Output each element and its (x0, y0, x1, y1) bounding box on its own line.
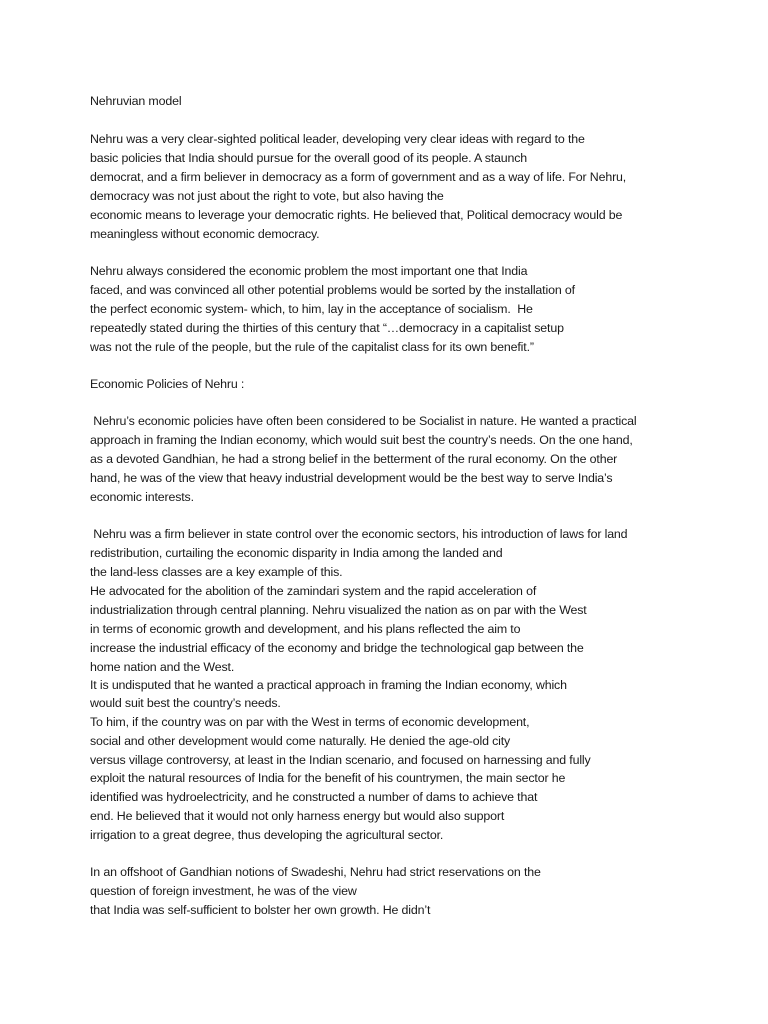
paragraph-4-line-7: increase the industrial efficacy of the economy and bridge the technological gap between the (90, 641, 584, 655)
paragraph-4-line-6: in terms of economic growth and development, and his plans reflected the aim to (90, 622, 521, 636)
heading-nehruvian-model: Nehruvian model (90, 94, 182, 108)
paragraph-4-line-4: He advocated for the abolition of the zamindari system and the rapid acceleration of (90, 584, 537, 598)
paragraph-3-line-4: hand, he was of the view that heavy industrial development would be the best way to serve India’s (90, 471, 613, 485)
paragraph-1-line-6: meaningless without economic democracy. (90, 227, 320, 241)
paragraph-4-line-5: industrialization through central planning. Nehru visualized the nation as on par with the West (90, 603, 587, 617)
paragraph-5-line-3: that India was self-sufficient to bolster her own growth. He didn’t (90, 903, 431, 917)
paragraph-5-line-1: In an offshoot of Gandhian notions of Swadeshi, Nehru had strict reservations on the (90, 865, 541, 879)
paragraph-5-line-2: question of foreign investment, he was of the view (90, 884, 357, 898)
heading-economic-policies: Economic Policies of Nehru : (90, 377, 245, 391)
paragraph-1-line-1: Nehru was a very clear-sighted political leader, developing very clear ideas with regard to the (90, 132, 585, 146)
paragraph-4-line-13: versus village controversy, at least in the Indian scenario, and focused on harnessing and fully (90, 753, 591, 767)
paragraph-1-line-2: basic policies that India should pursue for the overall good of its people. A staunch (90, 151, 528, 165)
paragraph-1-line-5: economic means to leverage your democratic rights. He believed that, Political democracy would be (90, 208, 623, 222)
paragraph-4-line-15: identified was hydroelectricity, and he constructed a number of dams to achieve that (90, 790, 538, 804)
paragraph-4-line-17: irrigation to a great degree, thus developing the agricultural sector. (90, 828, 444, 842)
paragraph-4-line-10: would suit best the country’s needs. (90, 696, 281, 710)
paragraph-4-line-14: exploit the natural resources of India for the benefit of his countrymen, the main sector he (90, 771, 566, 785)
paragraph-4-line-9: It is undisputed that he wanted a practical approach in framing the Indian economy, which (90, 678, 567, 692)
paragraph-4-line-16: end. He believed that it would not only harness energy but would also support (90, 809, 505, 823)
paragraph-2-line-5: was not the rule of the people, but the rule of the capitalist class for its own benefit.” (90, 340, 534, 354)
paragraph-4-line-2: redistribution, curtailing the economic disparity in India among the landed and (90, 546, 503, 560)
paragraph-4-line-8: home nation and the West. (90, 660, 235, 674)
paragraph-1-line-4: democracy was not just about the right to vote, but also having the (90, 189, 444, 203)
paragraph-3-line-5: economic interests. (90, 490, 194, 504)
paragraph-3-line-2: approach in framing the Indian economy, which would suit best the country’s needs. On the one hand, (90, 433, 633, 447)
paragraph-2-line-1: Nehru always considered the economic problem the most important one that India (90, 264, 528, 278)
paragraph-4-line-11: To him, if the country was on par with the West in terms of economic development, (90, 715, 530, 729)
paragraph-2-line-4: repeatedly stated during the thirties of this century that “…democracy in a capitalist setup (90, 321, 564, 335)
paragraph-2-line-3: the perfect economic system- which, to him, lay in the acceptance of socialism. He (90, 302, 533, 316)
paragraph-4-line-12: social and other development would come naturally. He denied the age-old city (90, 734, 511, 748)
paragraph-1-line-3: democrat, and a firm believer in democracy as a form of government and as a way of life. For Nehru, (90, 170, 627, 184)
paragraph-4-line-1: Nehru was a firm believer in state control over the economic sectors, his introduction of laws for land (90, 527, 628, 541)
paragraph-2-line-2: faced, and was convinced all other potential problems would be sorted by the installation of (90, 283, 575, 297)
paragraph-3-line-3: as a devoted Gandhian, he had a strong belief in the betterment of the rural economy. On the other (90, 452, 618, 466)
paragraph-3-line-1: Nehru’s economic policies have often been considered to be Socialist in nature. He wanted a practical (90, 414, 637, 428)
paragraph-4-line-3: the land-less classes are a key example of this. (90, 565, 343, 579)
